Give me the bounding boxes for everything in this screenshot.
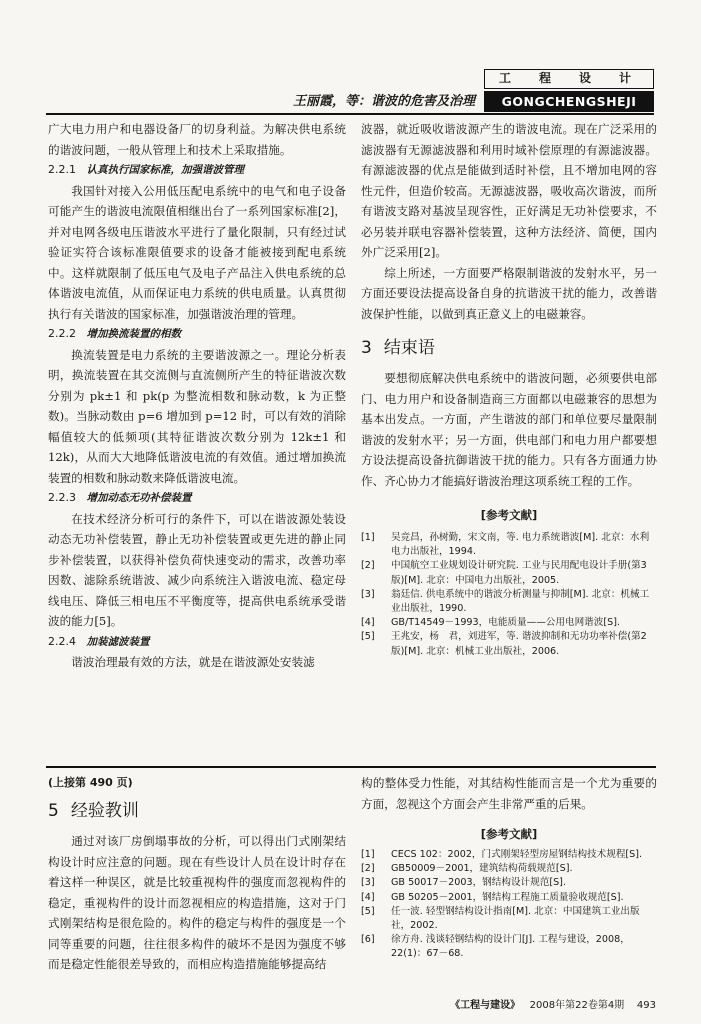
reference-text: GB 50205－2001，钢结构工程施工质量验收规范[S]. xyxy=(391,891,624,903)
intro-paragraph: 广大电力用户和电器设备厂的切身利益。为解决供电系统的谐波问题，一般从管理上和技术上采取措施。 xyxy=(48,122,346,157)
reference-text: 吴竞昌，孙树勤，宋文南，等. 电力系统谐波[M]. 北京：水利电力出版社，1994. xyxy=(391,532,650,558)
reference-item xyxy=(361,862,657,876)
reference-item xyxy=(361,848,657,862)
section-number: 2.2.1 xyxy=(48,163,76,176)
reference-number: [5] xyxy=(361,631,375,643)
section-2-2-1-heading xyxy=(48,160,346,181)
reference-number: [1] xyxy=(361,532,375,543)
section-2-2-4-body: 谐波治理最有效的方法，就是在谐波源处安装滤 xyxy=(71,655,315,669)
lower-left-column xyxy=(48,773,346,975)
section-number: 2.2.3 xyxy=(48,491,76,504)
running-head-author-title: 王丽霞，等：谐波的危害及治理 xyxy=(292,94,475,109)
reference-number: [4] xyxy=(361,617,375,629)
section-title: 增加动态无功补偿装置 xyxy=(86,492,192,504)
reference-text: 徐方舟. 浅谈轻钢结构的设计门[J]. 工程与建设，2008，22(1)：67－68. xyxy=(391,934,630,960)
page-footer xyxy=(400,999,656,1013)
article-divider xyxy=(46,766,656,768)
footer-issue: 2008年第22卷第4期 xyxy=(529,1000,625,1011)
page-number: 493 xyxy=(636,1000,656,1011)
right-column xyxy=(361,119,657,659)
reference-text: GB50009－2001，建筑结构荷载规范[S]. xyxy=(391,863,573,875)
section-2-2-3-heading xyxy=(48,488,346,509)
reference-item xyxy=(361,891,657,905)
reference-number: [2] xyxy=(361,560,375,572)
reference-item xyxy=(361,588,657,616)
reference-list xyxy=(361,848,657,962)
section-2-2-2-heading xyxy=(48,324,346,345)
reference-item xyxy=(361,531,657,559)
reference-item xyxy=(361,559,657,587)
reference-text: 王兆安，杨 君，刘进军，等. 谐波抑制和无功功率补偿(第2版)[M]. 北京：机械工业出版社，2006. xyxy=(391,631,647,657)
reference-text: 中国航空工业规划设计研究院. 工业与民用配电设计手册(第3版)[M]. 北京：中国电力出版社，2005. xyxy=(391,560,647,586)
reference-text: 任一波. 轻型钢结构设计指南[M]. 北京：中国建筑工业出版社，2002. xyxy=(391,905,640,932)
journal-pinyin-banner: GONGCHENGSHEJI xyxy=(484,91,654,112)
section-title: 认真执行国家标准，加强谐波管理 xyxy=(86,164,244,176)
section-number: 5 xyxy=(48,801,59,821)
references-title: [参考文献] xyxy=(480,827,538,841)
section-2-2-3-body: 在技术经济分析可行的条件下，可以在谐波源处装设动态无功补偿装置，静止无功补偿装置或更先进的静止同步补偿装置，以获得补偿负荷快速变动的需求，改善功率因数、滤除系统谐波、减少向系统注入谐波电流、稳定母线电压、降低三相电压不平衡度等，提高供电系统承受谐波的能力[5]。 xyxy=(48,511,346,628)
section-2-2-4-heading xyxy=(48,632,346,653)
reference-text: 翁廷信. 供电系统中的谐波分析测量与抑制[M]. 北京：机械工业出版社，1990. xyxy=(391,588,650,615)
section-3-heading xyxy=(361,336,657,360)
header-rule xyxy=(46,113,654,115)
section-number: 2.2.2 xyxy=(48,327,76,340)
section-title: 增加换流装置的相数 xyxy=(86,328,181,340)
reference-number: [1] xyxy=(361,849,375,860)
reference-number: [4] xyxy=(361,891,375,903)
footer-journal: 《工程与建设》 xyxy=(450,1000,521,1011)
section-title: 加装滤波装置 xyxy=(86,635,150,648)
section-2-2-2-body: 换流装置是电力系统的主要谐波源之一。理论分析表明，换流装置在其交流侧与直流侧所产生的特征谐波次数分别为 pk±1 和 pk(p 为整流相数和脉动数，k 为正整数)。当脉动数由 p=6 增加到 p=12 时，可以有效的消除幅值较大的低频项(其特征谐波次数分别为 12k±1 和 12k)，从而大大地降低谐波电流的有效值。通过增加换流装置的相数和脉动数来降低谐波电流。 xyxy=(48,347,346,485)
journal-title-box: 工 程 设 计 xyxy=(484,69,654,89)
lower-right-column xyxy=(361,773,657,962)
conclusion-paragraph: 要想彻底解决供电系统中的谐波问题，必须要供电部门、电力用户和设备制造商三方面都以电磁兼容的思想为基本出发点。一方面，产生谐波的部门和单位要尽量限制谐波的发射水平；另一方面，供电部门和电力用户都要想方设法提高设备抗御谐波干扰的能力。只有各方面通力协作、齐心协力才能搞好谐波治理这项系统工程的工作。 xyxy=(361,371,657,488)
section-title: 经验教训 xyxy=(70,801,139,821)
section-2-2-1-body: 我国针对接入公用低压配电系统中的电气和电子设备可能产生的谐波电流限值相继出台了一系列国家标准[2]，并对电网各级电压谐波水平进行了量化限制，只有经过试验证实符合该标准限值要求的设备才能被接到配电系统中。这样就限制了低压电气及电子产品注入供电系统的总体谐波电流值，从而保证电力系统的供电质量。认真贯彻执行有关谐波的国家标准，加强谐波治理的管理。 xyxy=(48,183,346,321)
reference-text: GB/T14549－1993，电能质量——公用电网谐波[S]. xyxy=(391,617,620,629)
filter-paragraph: 波器，就近吸收谐波源产生的谐波电流。现在广泛采用的滤波器有无源滤波器和利用时域补偿原理的有源滤波器。有源滤波器的优点是能做到适时补偿，且不增加电网的容性元件，但造价较高。无源滤波器，吸收高次谐波，而所有谐波支路对基波呈现容性，正好满足无功补偿要求，不必另装并联电容器补偿装置，这种方法经济、简便，国内外广泛采用[2]。 xyxy=(361,122,657,259)
section-title: 结束语 xyxy=(383,338,435,358)
reference-item xyxy=(361,933,657,961)
reference-number: [2] xyxy=(361,863,375,875)
left-column xyxy=(48,119,346,673)
reference-number: [3] xyxy=(361,877,375,889)
reference-number: [3] xyxy=(361,588,375,600)
references-title: [参考文献] xyxy=(480,508,538,522)
summary-paragraph: 综上所述，一方面要严格限制谐波的发射水平，另一方面还要设法提高设备自身的抗谐波干扰的能力，改善谐波保护性能，以做到真正意义上的电磁兼容。 xyxy=(361,265,657,321)
reference-item xyxy=(361,905,657,933)
continued-from-note: (上接第 490 页) xyxy=(48,776,133,789)
reference-item xyxy=(361,876,657,890)
reference-item xyxy=(361,616,657,630)
reference-list xyxy=(361,531,657,659)
reference-number: [6] xyxy=(361,934,375,946)
section-number: 3 xyxy=(361,338,372,358)
section-5-heading xyxy=(48,799,346,823)
section-number: 2.2.4 xyxy=(48,634,76,648)
reference-number: [5] xyxy=(361,905,375,917)
lessons-continuation: 构的整体受力性能，对其结构性能而言是一个尤为重要的方面，忽视这个方面会产生非常严重的后果。 xyxy=(361,776,657,811)
lessons-paragraph: 通过对该厂房倒塌事故的分析，可以得出门式刚架结构设计时应注意的问题。现在有些设计人员在设计时存在着这样一种误区，就是比较重视构件的强度而忽视构件的稳定，重视构件的设计而忽视相应的构造措施，这对于门式刚架结构是很危险的。构件的稳定与构件的强度是一个同等重要的问题，往往很多构件的破坏不是因为强度不够而是稳定性能很差导致的，而相应构造措施能够提高结 xyxy=(48,834,346,971)
reference-item xyxy=(361,630,657,658)
reference-text: GB 50017－2003，钢结构设计规范[S]. xyxy=(391,877,566,889)
reference-text: CECS 102：2002，门式刚架轻型房屋钢结构技术规程[S]. xyxy=(391,849,643,860)
